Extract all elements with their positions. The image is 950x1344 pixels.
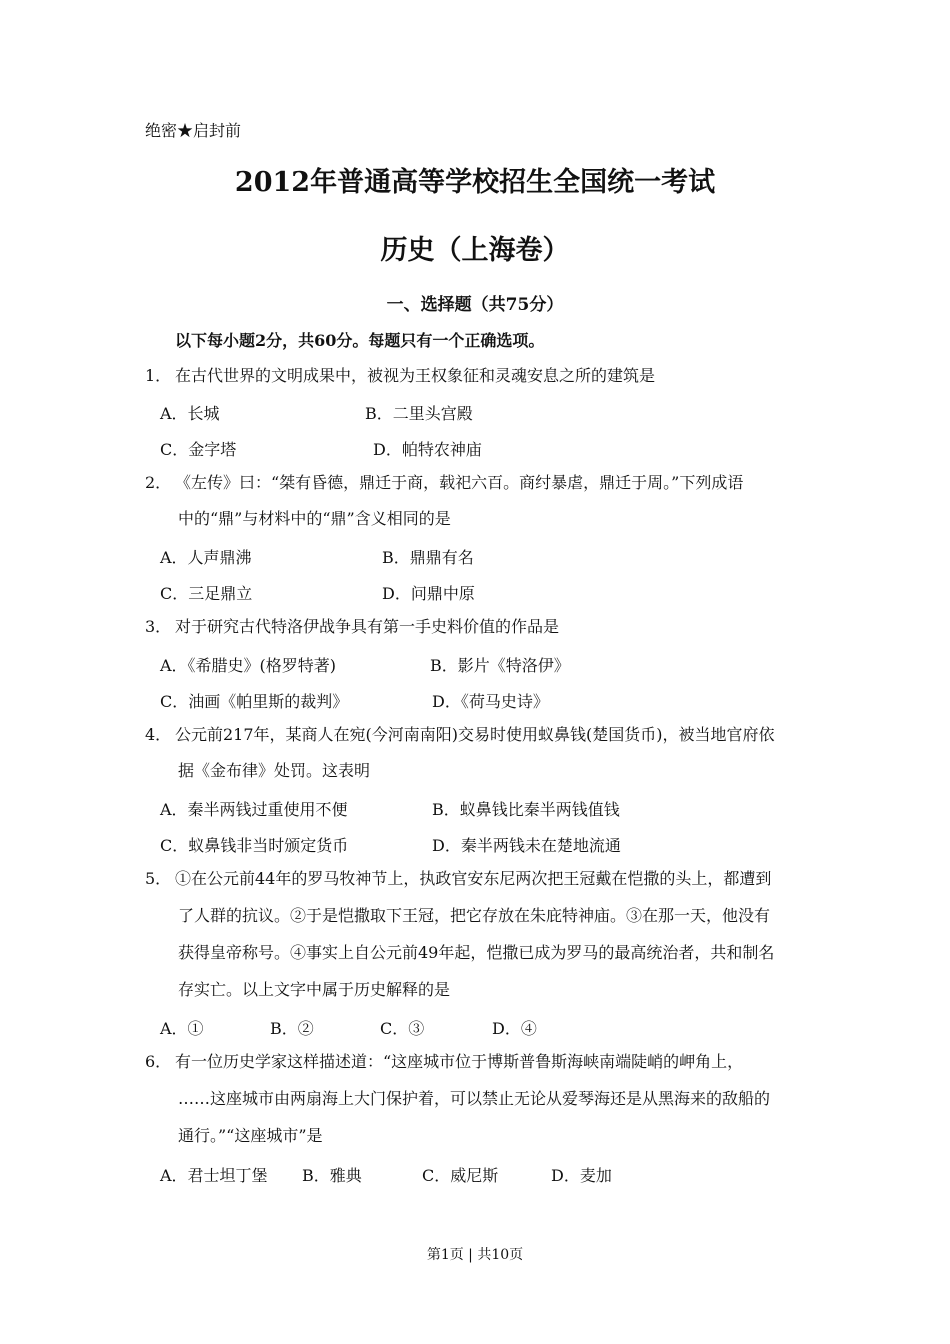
- question-number: 2．: [145, 473, 172, 492]
- section-heading: 一、选择题（共75分）: [386, 295, 564, 315]
- option-c: C．③: [380, 1019, 425, 1038]
- secret-mark: 绝密★启封前: [145, 121, 242, 140]
- question-number: 1．: [145, 366, 172, 385]
- question-text-cont: 据《金布律》处罚。这表明: [178, 761, 371, 780]
- question-text: 有一位历史学家这样描述道：“这座城市位于博斯普鲁斯海峡南端陡峭的岬角上，: [175, 1052, 744, 1071]
- option-a: A．《希腊史》(格罗特著): [160, 656, 337, 675]
- option-d: D．帕特农神庙: [373, 440, 482, 459]
- option-a: A．君士坦丁堡: [160, 1166, 268, 1185]
- page-footer: 第1页 | 共10页: [426, 1247, 524, 1263]
- question-text-cont: 了人群的抗议。②于是恺撒取下王冠，把它存放在朱庇特神庙。③在那一天，他没有: [178, 906, 771, 925]
- exam-subtitle: 历史（上海卷）: [380, 235, 570, 266]
- option-b: B．②: [270, 1019, 314, 1038]
- option-b: B．蚁鼻钱比秦半两钱值钱: [432, 800, 620, 819]
- option-c: C．蚁鼻钱非当时颁定货币: [160, 836, 349, 855]
- option-b: B．雅典: [302, 1166, 362, 1185]
- question-number: 4．: [145, 725, 172, 744]
- option-d: D．问鼎中原: [382, 584, 475, 603]
- option-d: D．④: [492, 1019, 537, 1038]
- option-d: D．秦半两钱未在楚地流通: [432, 836, 621, 855]
- option-d: D．《荷马史诗》: [432, 692, 549, 711]
- option-b: B．鼎鼎有名: [382, 548, 474, 567]
- question-text: ①在公元前44年的罗马牧神节上，执政官安东尼两次把王冠戴在恺撒的头上，都遭到: [175, 869, 772, 888]
- option-a: A．秦半两钱过重使用不便: [160, 800, 348, 819]
- exam-title: 2012年普通高等学校招生全国统一考试: [234, 167, 716, 198]
- question-text-cont: 获得皇帝称号。④事实上自公元前49年起，恺撒已成为罗马的最高统治者，共和制名: [178, 943, 775, 962]
- option-a: A．人声鼎沸: [160, 548, 252, 567]
- option-b: B．影片《特洛伊》: [430, 656, 570, 675]
- question-text: 公元前217年，某商人在宛(今河南南阳)交易时使用蚁鼻钱(楚国货币)，被当地官府依: [175, 725, 775, 744]
- option-d: D．麦加: [551, 1166, 612, 1185]
- question-text-cont: ……这座城市由两扇海上大门保护着，可以禁止无论从爱琴海还是从黑海来的敌船的: [178, 1089, 771, 1108]
- question-text: 对于研究古代特洛伊战争具有第一手史料价值的作品是: [175, 617, 560, 636]
- option-c: C．金字塔: [160, 440, 237, 459]
- option-c: C．三足鼎立: [160, 584, 253, 603]
- option-a: A．①: [160, 1019, 204, 1038]
- question-number: 5．: [145, 869, 172, 888]
- section-instruction: 以下每小题2分，共60分。每题只有一个正确选项。: [175, 331, 545, 350]
- option-c: C．油画《帕里斯的裁判》: [160, 692, 349, 711]
- question-text-cont: 通行。”“这座城市”是: [178, 1126, 323, 1145]
- question-text-cont: 存实亡。以上文字中属于历史解释的是: [178, 980, 451, 999]
- question-number: 6．: [145, 1052, 172, 1071]
- option-b: B．二里头宫殿: [365, 404, 473, 423]
- question-text-cont: 中的“鼎”与材料中的“鼎”含义相同的是: [178, 509, 451, 528]
- question-number: 3．: [145, 617, 172, 636]
- question-text: 在古代世界的文明成果中，被视为王权象征和灵魂安息之所的建筑是: [175, 366, 656, 385]
- question-text: 《左传》曰：“桀有昏德，鼎迁于商，载祀六百。商纣暴虐，鼎迁于周。”下列成语: [175, 473, 744, 492]
- option-c: C．威尼斯: [422, 1166, 499, 1185]
- option-a: A．长城: [160, 404, 220, 423]
